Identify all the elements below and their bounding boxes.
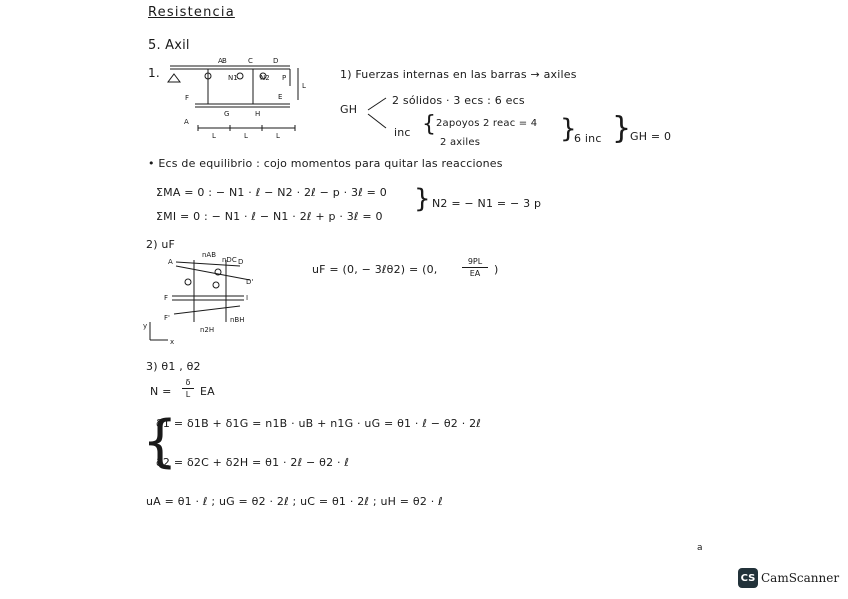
part-1-heading: 1) Fuerzas internas en las barras → axiles bbox=[340, 68, 577, 81]
diagram-label-F: F bbox=[164, 294, 169, 302]
axis-label-x: x bbox=[170, 338, 175, 346]
diagram-label-F: F bbox=[185, 94, 190, 102]
diagram-label-N2: N2 bbox=[260, 74, 270, 82]
axial-law-denominator: L bbox=[185, 390, 191, 399]
axial-result: N2 = − N1 = − 3 p bbox=[432, 197, 542, 210]
axial-law-lhs: N = bbox=[150, 385, 172, 398]
diagram-label-nDC: nDC bbox=[222, 256, 237, 264]
diagram-label-D: D bbox=[238, 258, 244, 266]
svg-text:L: L bbox=[276, 132, 280, 140]
diagram-label-G: G bbox=[224, 110, 230, 118]
camscanner-icon: CS bbox=[738, 568, 758, 588]
diagram-label-nBH: nBH bbox=[230, 316, 245, 324]
problem-3-label: 3) θ1 , θ2 bbox=[146, 360, 201, 373]
uf-fraction bbox=[462, 257, 488, 278]
delta-1-equation: δ1 = δ1B + δ1G = n1B · uB + n1G · uG = θ1 · ℓ − θ2 · 2ℓ bbox=[156, 417, 482, 430]
uf-numerator: 9PL bbox=[467, 257, 483, 266]
diagram-label-B: B bbox=[222, 57, 227, 65]
uf-denominator: EA bbox=[469, 269, 481, 278]
diagram-label-F-prime: F' bbox=[164, 314, 170, 322]
diagram-label-E: E bbox=[278, 93, 283, 101]
page-mark: a bbox=[697, 543, 703, 553]
uf-close: ) bbox=[494, 263, 499, 276]
axial-law-rhs: EA bbox=[200, 385, 215, 398]
moment-eq-1: ΣMA = 0 : − N1 · ℓ − N2 · 2ℓ − p · 3ℓ = 0 bbox=[156, 186, 387, 199]
diagram-label-L: L bbox=[302, 82, 306, 90]
gh-label: GH bbox=[340, 103, 358, 116]
section-heading: 5. Axil bbox=[148, 38, 190, 53]
page-title: Resistencia bbox=[148, 5, 235, 20]
diagram-label-D: D bbox=[273, 57, 279, 65]
problem-1-label: 1. bbox=[148, 66, 160, 80]
diagram-label-n2H: n2H bbox=[200, 326, 215, 334]
uf-expression: uF = (0, − 3ℓθ2) = (0, bbox=[312, 263, 438, 276]
svg-text:L: L bbox=[212, 132, 216, 140]
displacement-list: uA = θ1 · ℓ ; uG = θ2 · 2ℓ ; uC = θ1 · 2ℓ ; uH = θ2 · ℓ bbox=[146, 495, 443, 508]
inc-label: inc bbox=[394, 126, 411, 139]
diagram-label-I: I bbox=[246, 294, 249, 302]
svg-text:L: L bbox=[244, 132, 248, 140]
axiles-count: 2 axiles bbox=[440, 137, 481, 148]
gh-result: GH = 0 bbox=[630, 130, 672, 143]
six-inc: 6 inc bbox=[574, 132, 602, 145]
diagram-label-P: P bbox=[282, 74, 287, 82]
axial-law-fraction bbox=[182, 378, 194, 399]
diagram-label-H: H bbox=[255, 110, 261, 118]
equilibrium-note: • Ecs de equilibrio : cojo momentos para quitar las reacciones bbox=[148, 157, 503, 170]
axial-law-numerator: δ bbox=[185, 378, 191, 387]
camscanner-text: CamScanner bbox=[761, 571, 840, 585]
diagram-label-C: C bbox=[248, 57, 253, 65]
problem-2-diagram bbox=[140, 250, 265, 345]
diagram-label-A: A bbox=[168, 258, 173, 266]
camscanner-logo bbox=[738, 568, 839, 588]
moment-eq-2: ΣMI = 0 : − N1 · ℓ − N1 · 2ℓ + p · 3ℓ = 0 bbox=[156, 210, 383, 223]
problem-2-label: 2) uF bbox=[146, 238, 176, 251]
solids-count: 2 sólidos · 3 ecs : 6 ecs bbox=[392, 94, 525, 107]
scanned-page: Resistencia 5. Axil 1. A B C D N1 N2 P L F G H E A L L L 1) Fuerzas internas en las barras → axiles GH 2 sólidos · 3 ecs : 6 ecs inc { 2apoyos 2 reac = 4 2 axiles } 6 inc } GH = 0 • Ecs de equilibrio : cojo momentos para quitar las reacciones ΣMA = 0 : − N1 · ℓ − N2 · 2ℓ − p · 3ℓ = 0 ΣMI = 0 : − N1 · ℓ − N1 · 2ℓ + p · 3ℓ = 0 } N2 = − N1 = − 3 p 2) uF A D nAB nDC D' F I F' n2H nBH y x uF = (0, − 3ℓθ2) = (0, 9PL EA ) 3) θ1 , θ2 N = δ L EA { δ1 = δ1B + δ1G = n1B · uB + n1G · uG = θ1 · ℓ − θ2 · 2ℓ δ2 = δ2C + δ2H = θ1 · 2ℓ − θ2 · ℓ uA = θ1 · ℓ ; uG = θ2 · 2ℓ ; uC = θ1 · 2ℓ ; uH = θ2 · ℓ a CS CamScanner bbox=[0, 0, 848, 599]
diagram-label-D-prime: D' bbox=[246, 278, 254, 286]
diagram-label-N1: N1 bbox=[228, 74, 238, 82]
diagram-label-A: A bbox=[218, 57, 223, 65]
axis-label-y: y bbox=[143, 322, 148, 330]
problem-1-diagram bbox=[160, 54, 305, 140]
diagram-label-nAB: nAB bbox=[202, 251, 217, 259]
diagram-label-A2: A bbox=[184, 118, 189, 126]
apoyos-count: 2apoyos 2 reac = 4 bbox=[436, 118, 538, 129]
delta-2-equation: δ2 = δ2C + δ2H = θ1 · 2ℓ − θ2 · ℓ bbox=[156, 456, 350, 469]
